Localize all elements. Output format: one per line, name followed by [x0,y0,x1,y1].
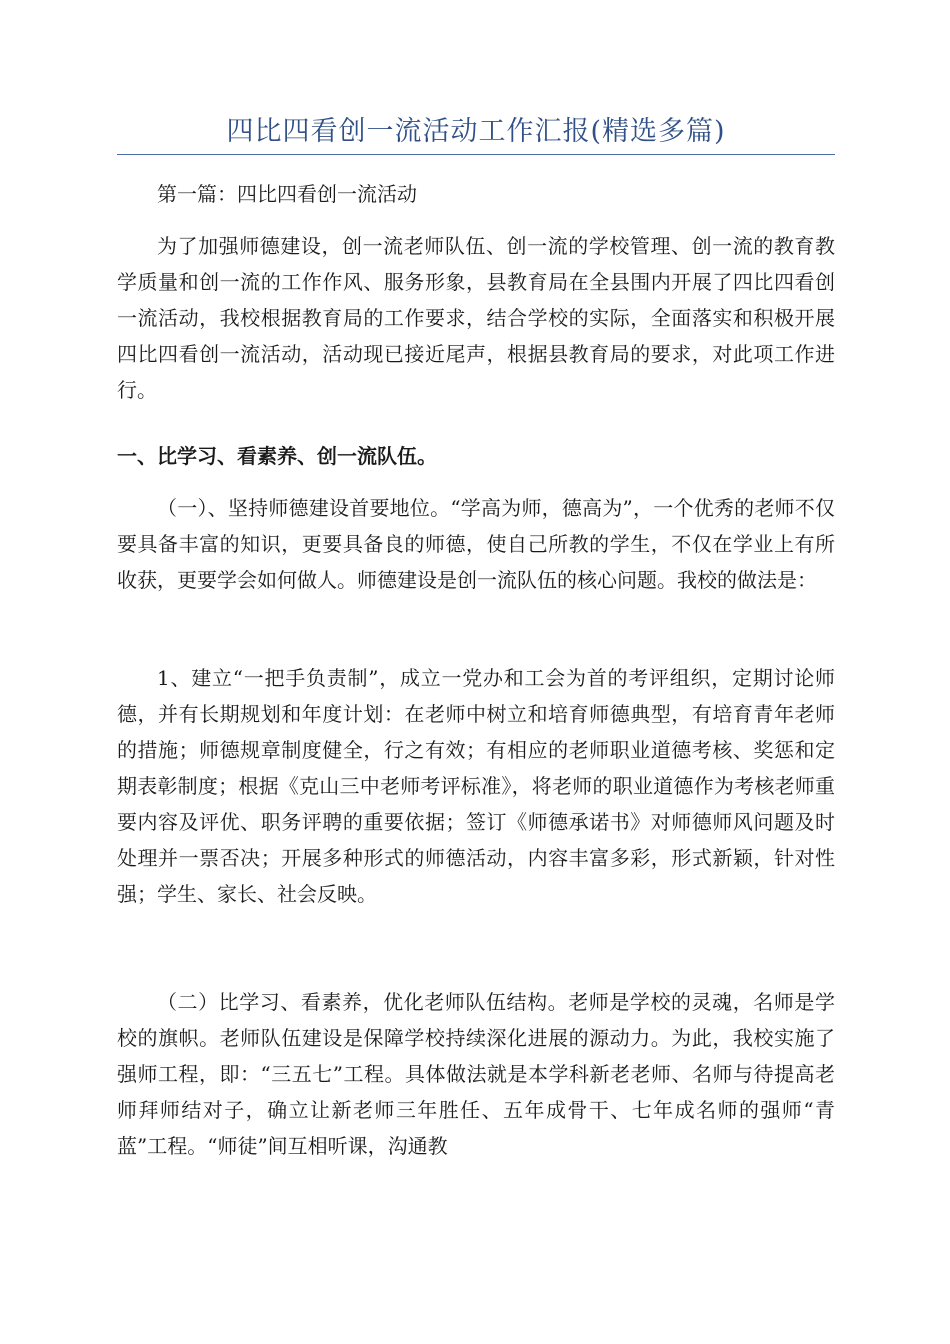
section-heading: 一、比学习、看素养、创一流队伍。 [117,444,437,468]
paragraph-team-structure: （二）比学习、看素养，优化老师队伍结构。老师是学校的灵魂，名师是学校的旗帜。老师队伍建设是保障学校持续深化进展的源动力。为此，我校实施了强师工程，即：“三五七”工程。具体做法就是本学科新老老师、名师与待提高老师拜师结对子，确立让新老师三年胜任、五年成骨干、七年成名师的强师“青蓝”工程。“师徒”间互相听课，沟通教 [117,990,835,1158]
section-label: 第一篇：四比四看创一流活动 [157,182,417,206]
paragraph-responsibility-system: 1、建立“一把手负责制”，成立一党办和工会为首的考评组织，定期讨论师德，并有长期规划和年度计划：在老师中树立和培育师德典型，有培育青年老师的措施；师德规章制度健全，行之有效；有相应的老师职业道德考核、奖惩和定期表彰制度；根据《克山三中老师考评标准》，将老师的职业道德作为考核老师重要内容及评优、职务评聘的重要依据；签订《师德承诺书》对师德师风问题及时处理并一票否决；开展多种形式的师德活动，内容丰富多彩，形式新颖，针对性强；学生、家长、社会反映。 [117,666,835,906]
paragraph-teacher-ethics: （一）、坚持师德建设首要地位。“学高为师，德高为”，一个优秀的老师不仅要具备丰富的知识，更要具备良的师德，使自己所教的学生，不仅在学业上有所收获，更要学会如何做人。师德建设是创一流队伍的核心问题。我校的做法是： [117,496,835,592]
document-title: 四比四看创一流活动工作汇报(精选多篇) [226,116,726,147]
title-underline [117,154,835,155]
paragraph-intro: 为了加强师德建设，创一流老师队伍、创一流的学校管理、创一流的教育教学质量和创一流的工作作风、服务形象，县教育局在全县围内开展了四比四看创一流活动，我校根据教育局的工作要求，结合学校的实际，全面落实和积极开展四比四看创一流活动，活动现已接近尾声，根据县教育局的要求，对此项工作进行。 [117,234,835,402]
